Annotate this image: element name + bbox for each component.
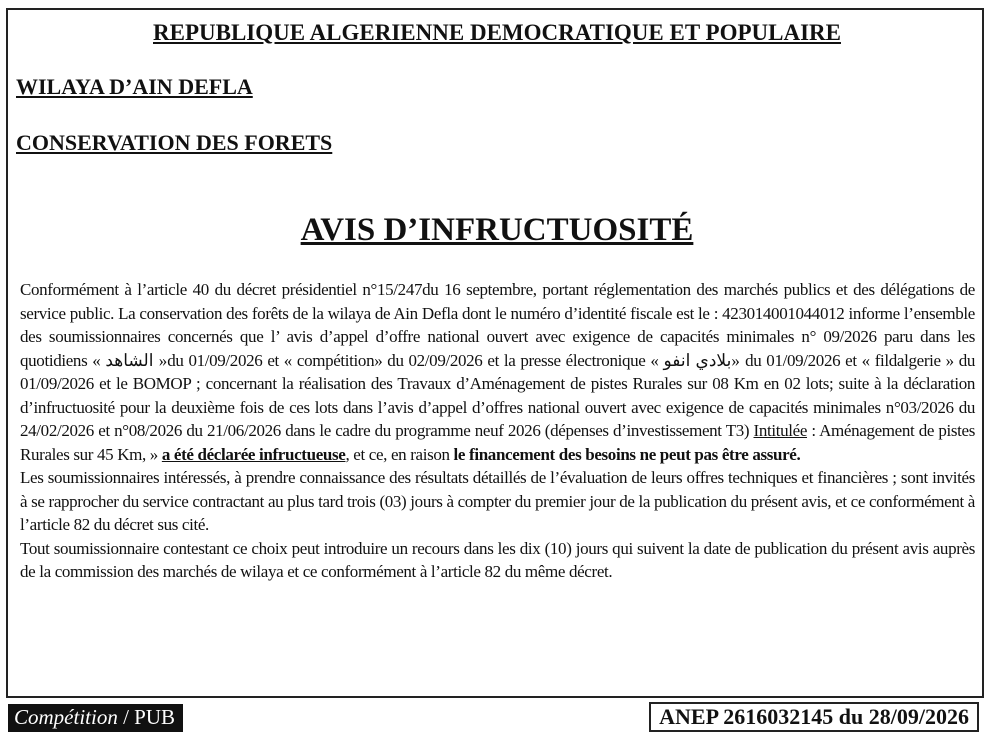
publisher-suffix: / PUB — [117, 705, 176, 729]
notice-body — [20, 278, 975, 584]
publisher-badge — [8, 704, 183, 732]
paragraph-main-reason: , et ce, en raison — [345, 444, 454, 464]
service-heading: CONSERVATION DES FORETS — [16, 130, 333, 155]
paragraph-results: Les soumissionnaires intéressés, à prendre connaissance des résultats détaillés de l’évaluation de leurs offres techniques et financières ; sont invités à se rapprocher du service contractant au plus tard trois (03) jours à compter du premier jour de la publication du présent avis, et ce conformément à l’article 82 du décret sus cité. — [20, 468, 975, 534]
notice-frame — [6, 8, 984, 698]
wilaya-heading: WILAYA D’AIN DEFLA — [16, 74, 253, 99]
paragraph-main-text: Conformément à l’article 40 du décret présidentiel n°15/247du 16 septembre, portant réglementation des marchés publics et des délégations de service public. La conservation des forêts de la wilaya de Ain Defla dont le numéro d’identité fiscale est le : 423014001044012 informe l’ensemble des soumissionnaires concernés que l’ avis d’appel d’offre national ouvert avec exigence de capacités minimales n° 09/2026 paru dans les quotidiens « الشاهد »du 01/09/2026 et « compétition» du 02/09/2026 et la presse électronique « بلادي انفو» du 01/09/2026 et « fildalgerie » du 01/09/2026 et le BOMOP ; concernant la réalisation des Travaux d’Aménagement de pistes Rurales sur 08 Km en 02 lots; suite à la déclaration d’infructuosité pour la deuxième fois de ces lots dans l’avis d’appel d’offres national ouvert avec exigence de capacités minimales n°03/2026 du 24/02/2026 et n°08/2026 du 21/06/2026 dans le cadre du programme neuf 2026 (dépenses d’investissement T3) — [20, 280, 975, 440]
funding-reason-text: le financement des besoins ne peut pas être assuré. — [453, 444, 801, 464]
republic-heading: REPUBLIQUE ALGERIENNE DEMOCRATIQUE ET POPULAIRE — [153, 20, 841, 45]
intitulee-label: Intitulée — [753, 421, 808, 440]
paragraph-main-project: : Aménagement de pistes Rurales sur 45 Km, » — [20, 421, 975, 464]
notice-title: AVIS D’INFRUCTUOSITÉ — [300, 212, 694, 248]
publisher-name: Compétition — [14, 705, 118, 729]
declared-unsuccessful-text: a été déclarée infructueuse — [161, 444, 346, 464]
paragraph-main — [20, 278, 975, 466]
paragraph-appeal: Tout soumissionnaire contestant ce choix peut introduire un recours dans les dix (10) jours qui suivent la date de publication du présent avis auprès de la commission des marchés de wilaya et ce conformément à l’article 82 du même décret. — [20, 538, 975, 581]
anep-reference: ANEP 2616032145 du 28/09/2026 — [649, 702, 979, 732]
